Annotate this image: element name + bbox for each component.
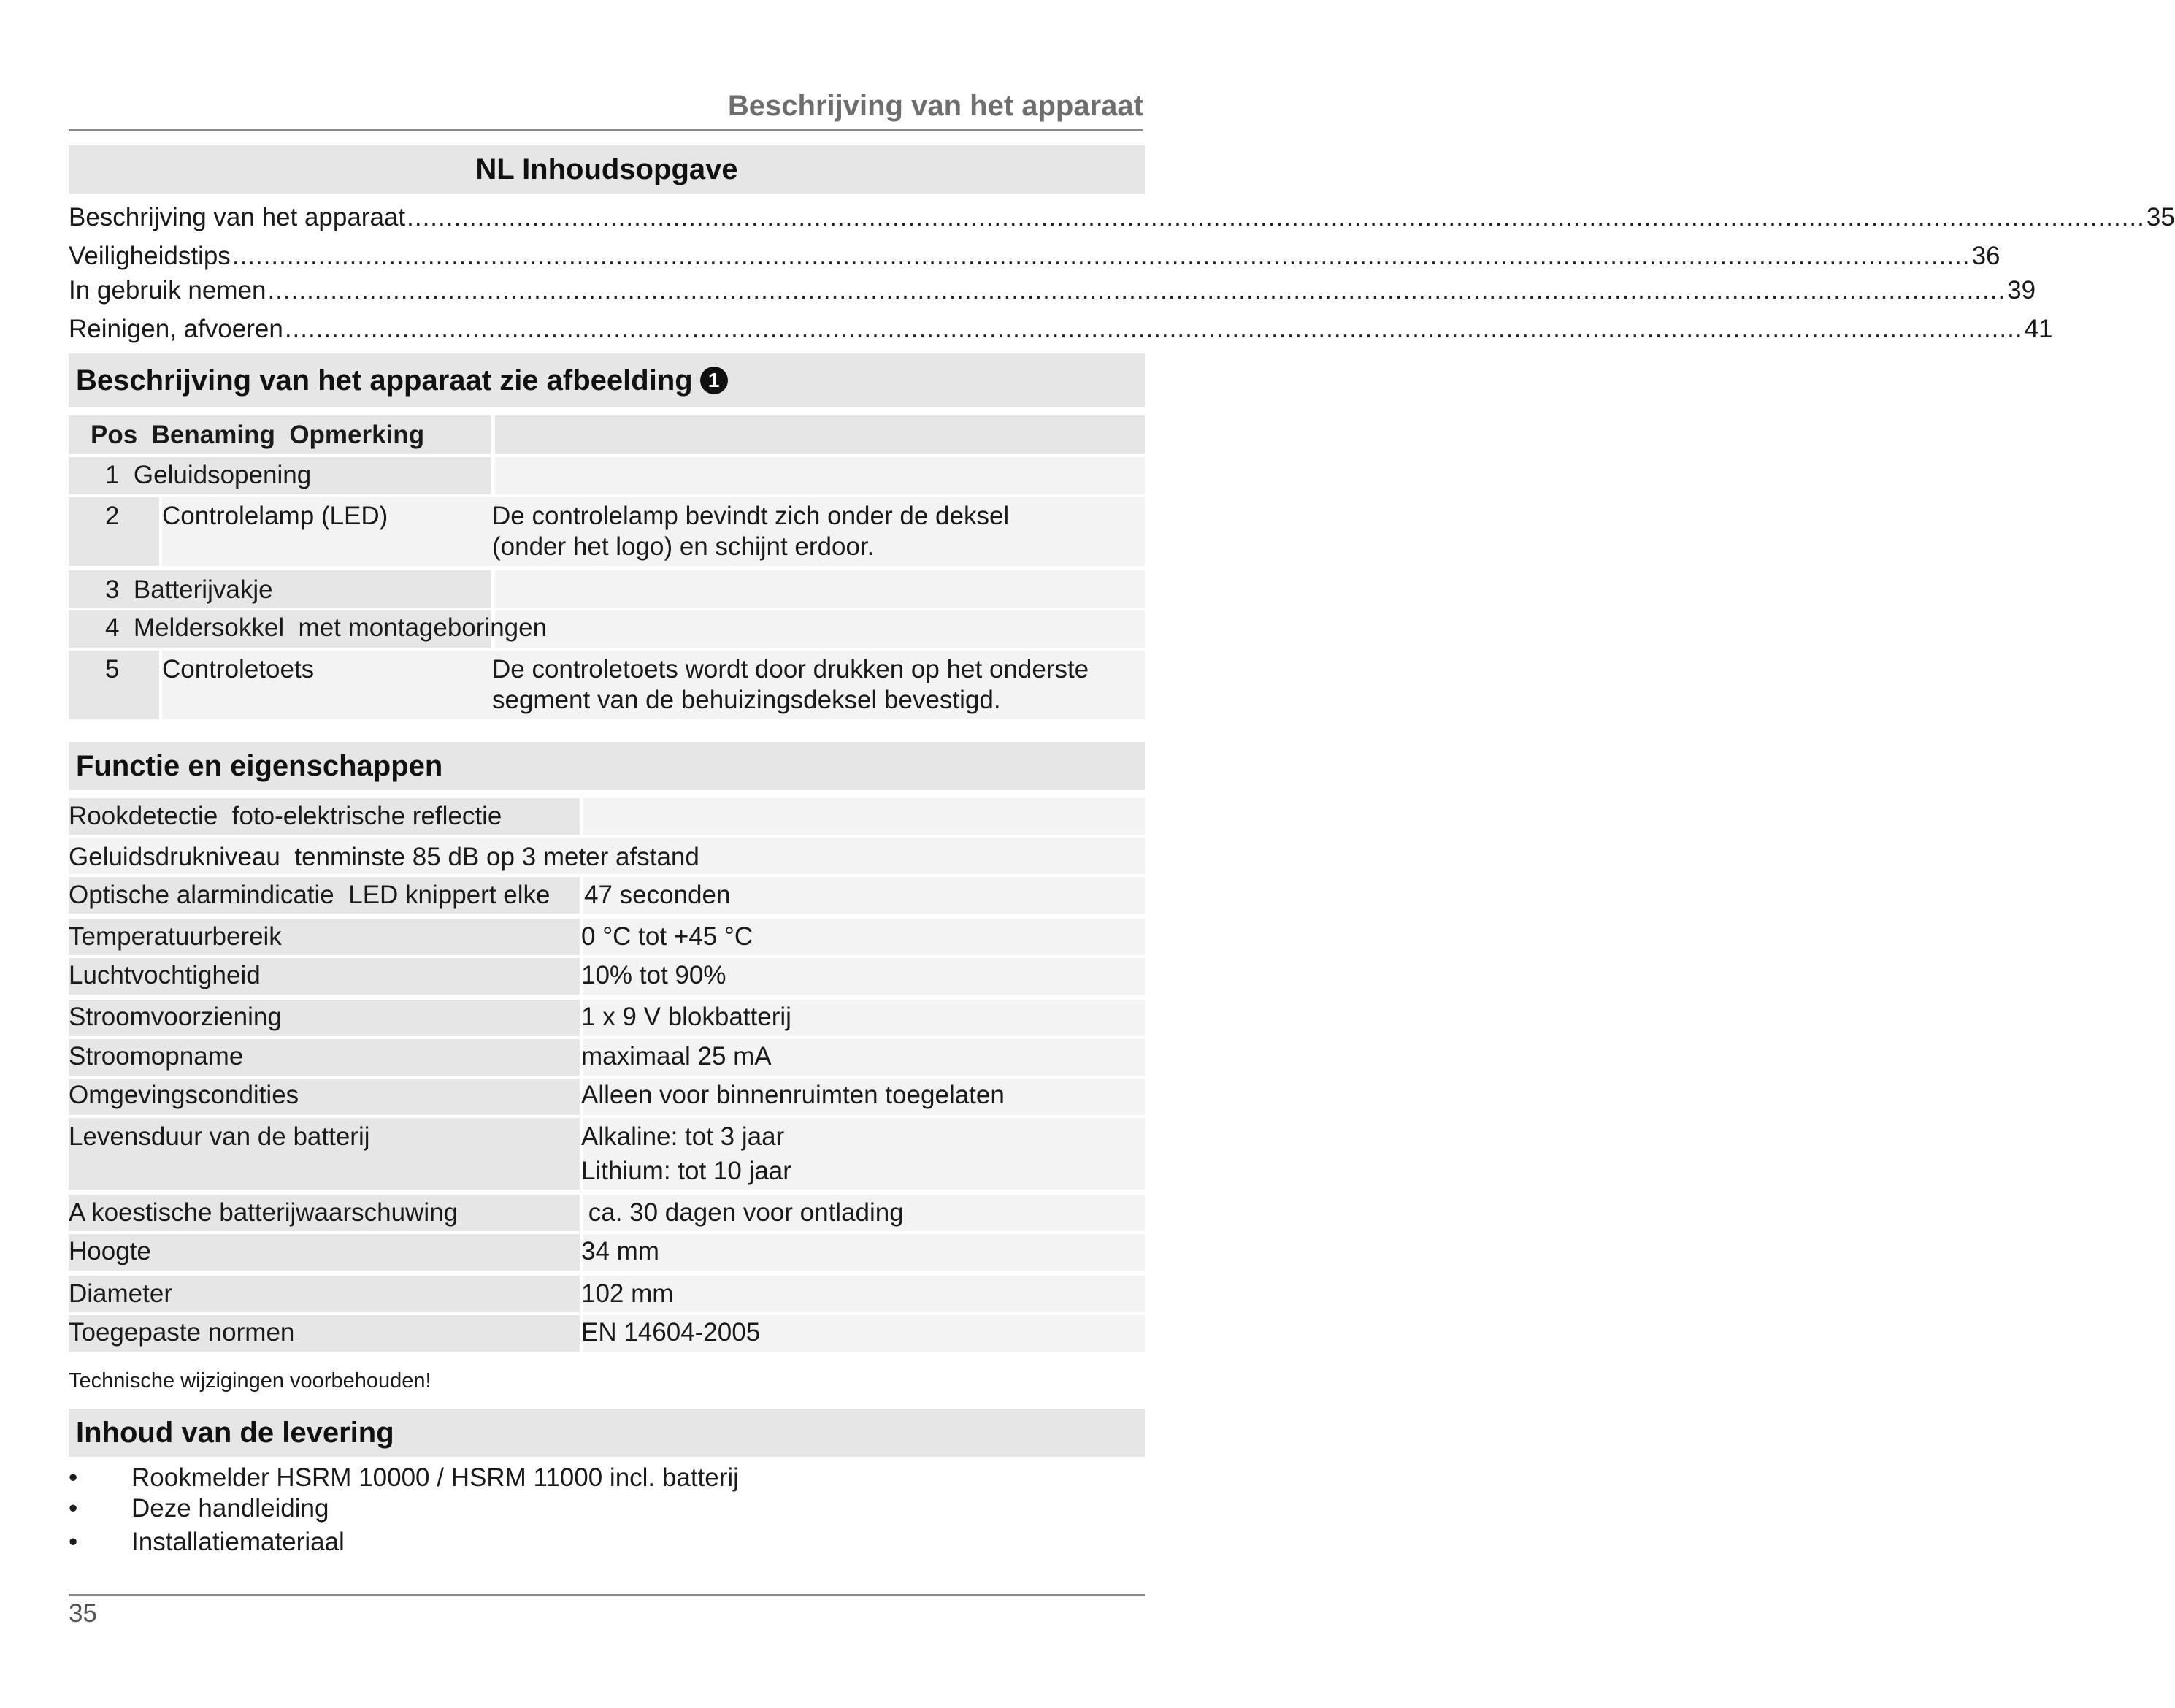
feature-label: Diameter — [69, 1279, 172, 1308]
feature-label: Luchtvochtigheid — [69, 961, 261, 989]
row-name: Batterijvakje — [133, 575, 273, 604]
bullet-icon: • — [69, 1528, 78, 1556]
list-item-text: Deze handleiding — [131, 1494, 329, 1523]
table-row — [105, 460, 311, 491]
feature-value: maximaal 25 mA — [581, 1042, 772, 1071]
column-pos: Pos — [91, 421, 138, 449]
feature-label: A koestische batterijwaarschuwing — [69, 1198, 459, 1227]
feature-value-line: Lithium: tot 10 jaar — [581, 1157, 791, 1185]
row-pos: 4 — [105, 613, 120, 642]
toc-entry[interactable] — [69, 312, 2053, 347]
toc-entry[interactable] — [69, 200, 2175, 235]
feature-label: Geluidsdrukniveau tenminste 85 dB op 3 meter afstand — [69, 843, 699, 871]
table-row-bg — [495, 457, 1145, 494]
toc-entry-page: 35 — [2146, 203, 2175, 231]
feature-value: 0 °C tot +45 °C — [581, 922, 753, 951]
feature-value: Alleen voor binnenruimten toegelaten — [581, 1081, 1005, 1109]
row-name: Meldersokkel met montageboringen — [133, 613, 548, 642]
row-name: Controlelamp (LED) — [162, 502, 388, 530]
feature-value: ca. 30 dagen voor ontlading — [581, 1198, 904, 1227]
footer-divider — [69, 1594, 1145, 1596]
list-item — [69, 1462, 739, 1494]
row-pos: 3 — [105, 575, 120, 604]
toc-heading-bar — [69, 145, 1145, 194]
list-item — [69, 1526, 345, 1558]
row-name: Geluidsopening — [133, 461, 312, 489]
feature-label: Optische alarmindicatie LED knippert elke — [69, 881, 551, 909]
feature-label: Stroomvoorziening — [69, 1003, 282, 1031]
delivery-heading: Inhoud van de levering — [76, 1417, 394, 1449]
feature-value: 47 seconden — [584, 881, 731, 909]
toc-leader-dots: .............................................................................................................................................................................................................................. — [267, 276, 2006, 305]
toc-entry-page: 36 — [1971, 242, 2001, 270]
feature-value: EN 14604-2005 — [581, 1318, 761, 1347]
feature-value-bg — [583, 798, 1145, 835]
table-header — [91, 417, 424, 453]
figure-number-icon: 1 — [700, 367, 728, 394]
description-heading-bar — [69, 353, 1145, 407]
list-item — [69, 1493, 329, 1525]
bullet-icon: • — [69, 1494, 78, 1523]
bullet-icon: • — [69, 1463, 78, 1492]
description-heading: Beschrijving van het apparaat zie afbeelding — [76, 364, 693, 397]
table-header-cell — [495, 415, 1145, 454]
toc-entry-page: 39 — [2007, 276, 2036, 305]
feature-label: Toegepaste normen — [69, 1318, 295, 1347]
table-row — [105, 613, 547, 643]
feature-value-line: Alkaline: tot 3 jaar — [581, 1122, 785, 1151]
column-name: Benaming — [151, 421, 275, 449]
toc-entry[interactable] — [69, 273, 2036, 308]
column-remark: Opmerking — [289, 421, 425, 449]
feature-label: Rookdetectie foto-elektrische reflectie — [69, 802, 502, 830]
toc-entry-page: 41 — [2024, 315, 2053, 343]
features-heading: Functie en eigenschappen — [76, 750, 443, 782]
feature-label: Temperatuurbereik — [69, 922, 282, 951]
features-heading-bar — [69, 742, 1145, 790]
row-remark-line: De controlelamp bevindt zich onder de deksel — [492, 502, 1010, 530]
toc-entry-title: Veiligheidstips — [69, 242, 231, 270]
row-pos: 2 — [105, 502, 120, 530]
running-header-title: Beschrijving van het apparaat — [727, 90, 1143, 122]
toc-entry[interactable] — [69, 239, 2001, 274]
row-name: Controletoets — [162, 655, 315, 683]
row-remark-line: De controletoets wordt door drukken op het onderste — [492, 655, 1089, 683]
toc-leader-dots: .............................................................................................................................................................................................................................. — [231, 242, 1971, 270]
running-header — [69, 84, 1143, 131]
toc-entry-title: Beschrijving van het apparaat — [69, 203, 406, 231]
toc-entry-title: Reinigen, afvoeren — [69, 315, 283, 343]
feature-value: 10% tot 90% — [581, 961, 726, 989]
technical-note: Technische wijzigingen voorbehouden! — [69, 1369, 431, 1393]
feature-label: Stroomopname — [69, 1042, 244, 1071]
toc-entry-title: In gebruik nemen — [69, 276, 266, 305]
table-row — [105, 575, 273, 605]
feature-value-bg — [583, 1234, 1145, 1271]
feature-label: Levensduur van de batterij — [69, 1122, 370, 1151]
table-row-bg — [495, 570, 1145, 608]
row-remark-line: segment van de behuizingsdeksel bevestigd. — [492, 686, 1001, 714]
list-item-text: Rookmelder HSRM 10000 / HSRM 11000 incl. batterij — [131, 1463, 739, 1492]
toc-heading: NL Inhoudsopgave — [475, 153, 738, 185]
delivery-heading-bar — [69, 1409, 1145, 1457]
row-remark-line: (onder het logo) en schijnt erdoor. — [492, 532, 875, 561]
row-pos: 5 — [105, 655, 120, 683]
feature-value: 102 mm — [581, 1279, 674, 1308]
row-pos: 1 — [105, 461, 120, 489]
toc-leader-dots: .............................................................................................................................................................................................................................. — [284, 315, 2023, 343]
feature-label: Omgevingscondities — [69, 1081, 299, 1109]
list-item-text: Installatiemateriaal — [131, 1528, 345, 1556]
table-row-bg — [495, 610, 1145, 648]
feature-value: 34 mm — [581, 1237, 659, 1265]
feature-value: 1 x 9 V blokbatterij — [581, 1003, 791, 1031]
page-number: 35 — [69, 1599, 97, 1628]
feature-label: Hoogte — [69, 1237, 151, 1265]
toc-leader-dots: .............................................................................................................................................................................................................................. — [407, 203, 2145, 231]
